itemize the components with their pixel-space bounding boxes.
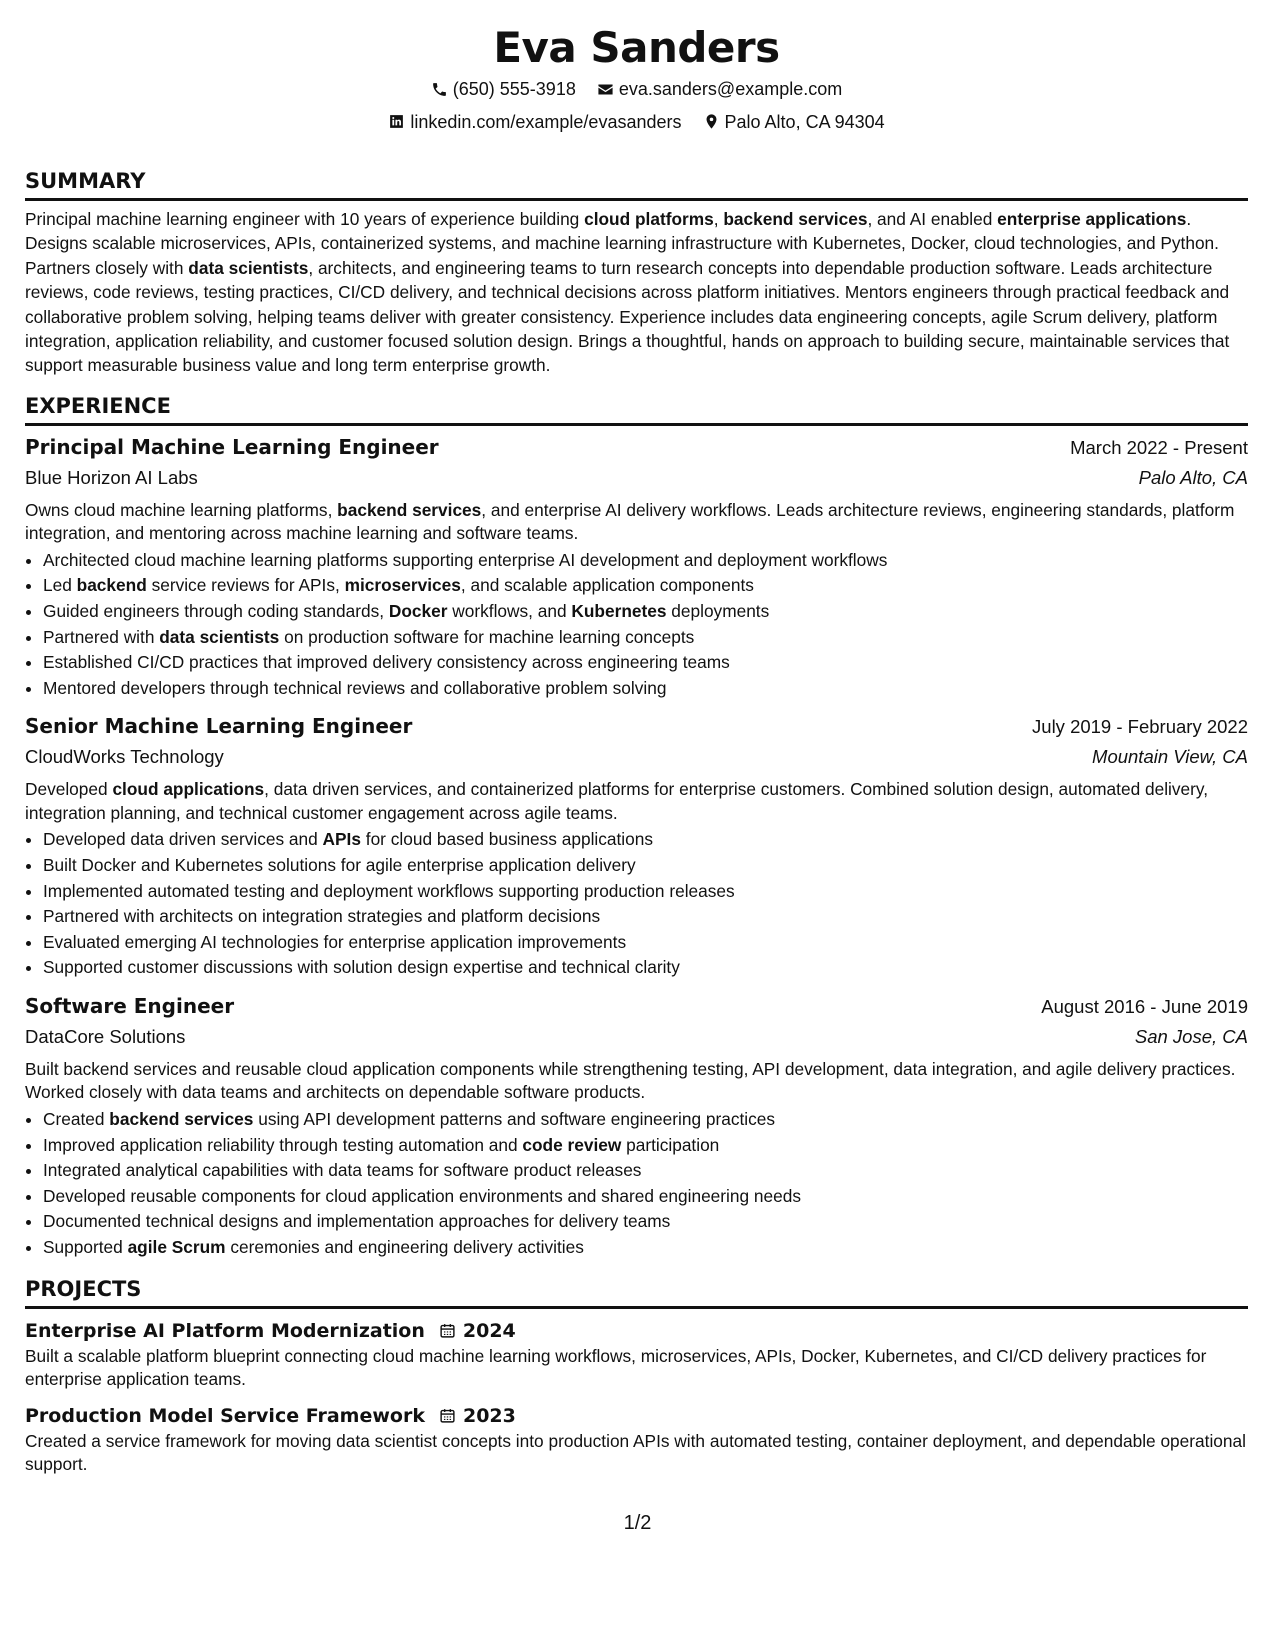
experience-heading: EXPERIENCE xyxy=(25,392,1248,426)
bullet-item: • Established CI/CD practices that improved delivery consistency across engineering teams xyxy=(43,650,1248,676)
bullet-item: • Partnered with architects on integration strategies and platform decisions xyxy=(43,904,1248,930)
summary-text: Principal machine learning engineer with 10 years of experience building cloud platforms, backend services, and AI enabled enterprise applications. Designs scalable microservices, APIs, containerized systems, and machine learning infrastructure with Kubernetes, Docker, cloud technologies, and Python. Partners closely with data scientists, architects, and engineering teams to turn research concepts into dependable production software. Leads architecture reviews, code reviews, testing practices, CI/CD delivery, and technical decisions across platform initiatives. Mentors engineers through practical feedback and collaborative problem solving, helping teams deliver with greater consistency. Experience includes data engineering concepts, agile Scrum delivery, platform integration, application reliability, and customer focused solution design. Brings a thoughtful, hands on approach to building secure, maintainable services that support measurable business value and long term enterprise growth. xyxy=(25,209,1230,376)
project-entry xyxy=(25,1317,1248,1392)
bullet-item: • Created backend services using API development patterns and software engineering practices xyxy=(43,1107,1248,1133)
bullet-item: • Documented technical designs and implementation approaches for delivery teams xyxy=(43,1209,1248,1235)
linkedin-icon xyxy=(388,113,405,130)
job-title: Principal Machine Learning Engineer xyxy=(25,434,439,459)
job-location: San Jose, CA xyxy=(1134,1025,1248,1047)
project-name: Production Model Service Framework xyxy=(25,1404,425,1427)
job-description: Developed cloud applications, data driven services, and containerized platforms for enterprise customers. Combined solution design, automated delivery, integration planning, and technical customer engagement across agile teams. xyxy=(25,779,1209,823)
contact-linkedin[interactable] xyxy=(388,107,681,137)
bullet-item: • Implemented automated testing and deployment workflows supporting production releases xyxy=(43,879,1248,905)
job-entry xyxy=(25,991,1248,1261)
project-year: 2024 xyxy=(462,1319,516,1342)
bullet-item: • Mentored developers through technical reviews and collaborative problem solving xyxy=(43,676,1248,702)
job-dates: July 2019 - February 2022 xyxy=(1032,716,1248,738)
job-entry xyxy=(25,432,1248,702)
job-bullets xyxy=(25,548,1248,702)
bullet-item: • Led backend service reviews for APIs, microservices, and scalable application components xyxy=(43,573,1248,599)
envelope-icon xyxy=(597,81,614,98)
bullet-item: • Supported agile Scrum ceremonies and engineering delivery activities xyxy=(43,1235,1248,1261)
company-name: Blue Horizon AI Labs xyxy=(25,466,198,488)
bullet-item: • Supported customer discussions with solution design expertise and technical clarity xyxy=(43,955,1248,981)
job-entry xyxy=(25,711,1248,981)
contact-location xyxy=(703,107,885,137)
resume-page xyxy=(25,22,1248,1477)
projects-heading: PROJECTS xyxy=(25,1275,1248,1309)
job-bullets xyxy=(25,827,1248,981)
linkedin-link[interactable]: linkedin.com/example/evasanders xyxy=(410,111,682,132)
project-entry xyxy=(25,1402,1248,1477)
project-description: Created a service framework for moving data scientist concepts into production APIs with automated testing, container deployment, and dependable operational support. xyxy=(25,1430,1246,1475)
calendar-icon xyxy=(439,1407,456,1424)
job-description: Built backend services and reusable cloud application components while strengthening testing, API development, data integration, and agile delivery practices. Worked closely with data teams and architects on dependable software products. xyxy=(25,1058,1236,1103)
page-number: 1/2 xyxy=(623,1512,652,1534)
calendar-icon xyxy=(439,1322,456,1339)
bullet-item: • Partnered with data scientists on production software for machine learning concepts xyxy=(43,625,1248,651)
experience-section xyxy=(25,392,1248,1261)
contact-row-2 xyxy=(25,107,1248,140)
phone-text: (650) 555-3918 xyxy=(452,79,576,99)
phone-icon xyxy=(431,81,448,98)
job-dates: August 2016 - June 2019 xyxy=(1041,995,1248,1017)
bullet-item: • Built Docker and Kubernetes solutions for agile enterprise application delivery xyxy=(43,853,1248,879)
email-link[interactable]: eva.sanders@example.com xyxy=(618,79,843,99)
company-name: DataCore Solutions xyxy=(25,1025,186,1047)
project-year: 2023 xyxy=(462,1404,516,1427)
location-text: Palo Alto, CA 94304 xyxy=(724,111,885,132)
project-description: Built a scalable platform blueprint connecting cloud machine learning workflows, microservices, APIs, Docker, Kubernetes, and CI/CD delivery practices for enterprise application teams. xyxy=(25,1345,1207,1390)
bullet-item: • Guided engineers through coding standards, Docker workflows, and Kubernetes deployments xyxy=(43,599,1248,625)
bullet-item: • Developed data driven services and APIs for cloud based business applications xyxy=(43,827,1248,853)
job-dates: March 2022 - Present xyxy=(1070,436,1248,458)
job-location: Palo Alto, CA xyxy=(1138,466,1248,488)
contact-email[interactable] xyxy=(597,74,842,104)
candidate-name: Eva Sanders xyxy=(493,23,780,72)
contact-row-1 xyxy=(25,74,1248,107)
projects-section xyxy=(25,1275,1248,1477)
job-bullets xyxy=(25,1107,1248,1261)
job-title: Software Engineer xyxy=(25,993,235,1018)
summary-section xyxy=(25,167,1248,378)
map-pin-icon xyxy=(703,113,720,130)
bullet-item: • Integrated analytical capabilities with data teams for software product releases xyxy=(43,1158,1248,1184)
bullet-item: • Evaluated emerging AI technologies for enterprise application improvements xyxy=(43,930,1248,956)
job-title: Senior Machine Learning Engineer xyxy=(25,714,413,739)
bullet-item: • Architected cloud machine learning platforms supporting enterprise AI development and deployment workflows xyxy=(43,548,1248,574)
bullet-item: • Developed reusable components for cloud application environments and shared engineering needs xyxy=(43,1184,1248,1210)
job-location: Mountain View, CA xyxy=(1092,746,1248,768)
job-description: Owns cloud machine learning platforms, backend services, and enterprise AI delivery workflows. Leads architecture reviews, engineering standards, platform integration, and mentoring across machine learning and software teams. xyxy=(25,499,1235,544)
summary-heading: SUMMARY xyxy=(25,167,1248,201)
bullet-item: • Improved application reliability through testing automation and code review participation xyxy=(43,1133,1248,1159)
contact-phone xyxy=(431,74,576,104)
project-name: Enterprise AI Platform Modernization xyxy=(25,1319,425,1342)
company-name: CloudWorks Technology xyxy=(25,746,224,768)
